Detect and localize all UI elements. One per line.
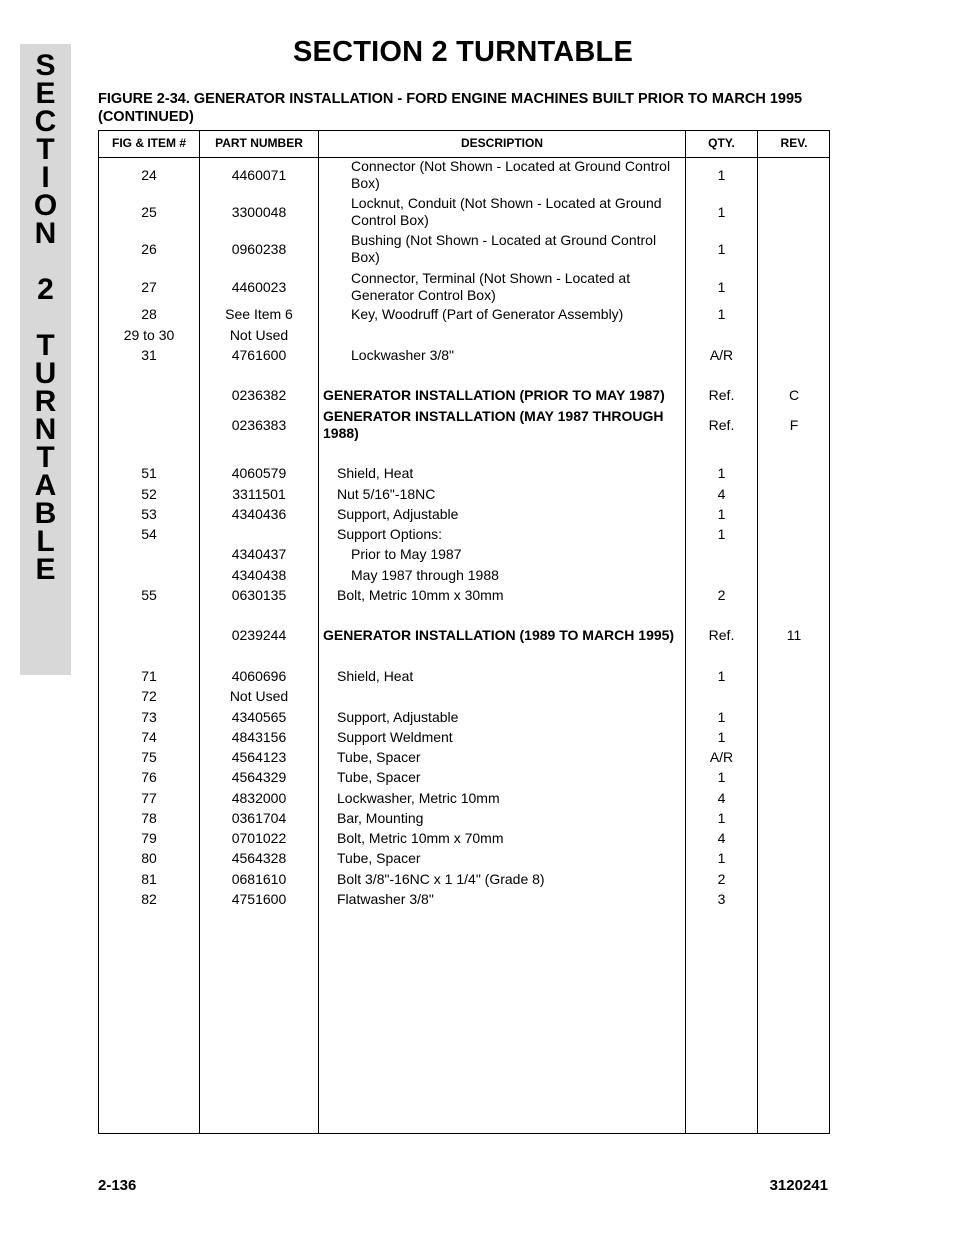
- cell-part: 4460023: [231, 278, 287, 295]
- side-tab-letter: N: [34, 217, 57, 250]
- cell-part: 0239244: [231, 627, 287, 643]
- cell-desc: Key, Woodruff (Part of Generator Assembly): [351, 306, 624, 322]
- cell-desc: Lockwasher, Metric 10mm: [337, 790, 500, 806]
- cell-part: 0236383: [231, 416, 287, 433]
- side-tab-letter: A: [34, 469, 57, 502]
- cell-qty: A/R: [709, 347, 734, 363]
- cell-qty: Ref.: [708, 387, 735, 403]
- cell-qty: 4: [717, 790, 726, 806]
- side-tab-letter: T: [36, 329, 55, 362]
- cell-desc: Bolt, Metric 10mm x 30mm: [337, 587, 504, 603]
- cell-qty: 1: [717, 709, 726, 725]
- cell-item: 53: [141, 506, 157, 522]
- cell-desc: Bolt 3/8"-16NC x 1 1/4" (Grade 8): [337, 871, 545, 887]
- cell-part: 4564123: [231, 749, 287, 765]
- cell-item: 28: [141, 306, 157, 322]
- cell-item: 74: [141, 729, 157, 745]
- cell-item: 71: [141, 668, 157, 684]
- cell-part: 4060579: [231, 465, 287, 481]
- side-tab-letter: T: [36, 133, 55, 166]
- column-divider: [318, 131, 319, 1133]
- cell-rev: F: [789, 416, 799, 433]
- cell-part: 4340437: [231, 546, 287, 562]
- cell-part: 4060696: [231, 668, 287, 684]
- side-tab-letter: B: [34, 497, 57, 530]
- cell-qty: A/R: [709, 749, 734, 765]
- cell-desc: Flatwasher 3/8": [337, 891, 434, 907]
- cell-part: 0361704: [231, 810, 287, 826]
- cell-desc: Support Weldment: [337, 729, 453, 745]
- cell-part: 4340438: [231, 567, 287, 583]
- figure-title: FIGURE 2-34. GENERATOR INSTALLATION - FORD ENGINE MACHINES BUILT PRIOR TO MARCH 1995 (CONTINUED): [98, 91, 803, 125]
- side-tab-letter: O: [33, 189, 58, 222]
- cell-item: 25: [141, 203, 157, 220]
- side-tab-letter: C: [34, 105, 57, 138]
- cell-qty: 1: [717, 668, 726, 684]
- cell-desc: Connector, Terminal (Not Shown - Located at Generator Control Box): [351, 270, 631, 303]
- cell-qty: 3: [717, 891, 726, 907]
- cell-desc: Lockwasher 3/8": [351, 347, 455, 363]
- cell-item: 52: [141, 486, 157, 502]
- cell-qty: 1: [717, 465, 726, 481]
- cell-rev: 11: [786, 627, 802, 643]
- cell-desc: GENERATOR INSTALLATION (1989 TO MARCH 1995): [323, 627, 675, 643]
- section-side-tab: [20, 44, 71, 675]
- cell-qty: 2: [717, 871, 726, 887]
- cell-desc: Support, Adjustable: [337, 709, 459, 725]
- cell-item: 24: [141, 166, 157, 183]
- cell-qty: 1: [717, 240, 726, 257]
- side-tab-letter: E: [35, 77, 56, 110]
- cell-qty: 1: [717, 810, 726, 826]
- cell-qty: 1: [717, 769, 726, 785]
- side-tab-letter: E: [35, 553, 56, 586]
- cell-desc: Bolt, Metric 10mm x 70mm: [337, 830, 504, 846]
- cell-qty: 1: [717, 526, 726, 542]
- cell-qty: 1: [717, 203, 726, 220]
- cell-qty: 1: [717, 278, 726, 295]
- cell-item: 31: [141, 347, 157, 363]
- column-header-qty: QTY.: [708, 136, 735, 150]
- cell-item: 81: [141, 871, 157, 887]
- cell-desc: Tube, Spacer: [337, 850, 421, 866]
- side-tab-letter: S: [35, 49, 56, 82]
- section-title: SECTION 2 TURNTABLE: [293, 36, 633, 68]
- column-header-rev: REV.: [780, 136, 808, 150]
- cell-item: 80: [141, 850, 157, 866]
- cell-qty: Ref.: [708, 416, 735, 433]
- cell-qty: 1: [717, 166, 726, 183]
- cell-part: 4832000: [231, 790, 287, 806]
- cell-part: 3311501: [232, 486, 286, 502]
- cell-part: 4340436: [231, 506, 287, 522]
- cell-item: 75: [141, 749, 157, 765]
- column-header-description: DESCRIPTION: [460, 136, 543, 150]
- cell-item: 54: [141, 526, 157, 542]
- cell-desc: Connector (Not Shown - Located at Ground Control Box): [351, 158, 671, 191]
- cell-part: 4843156: [231, 729, 287, 745]
- cell-rev: C: [788, 387, 800, 403]
- cell-qty: 2: [717, 587, 726, 603]
- cell-part: 0681610: [231, 871, 287, 887]
- cell-item: 51: [141, 465, 157, 481]
- cell-desc: GENERATOR INSTALLATION (PRIOR TO MAY 1987): [323, 387, 665, 403]
- document-number: 3120241: [769, 1177, 828, 1194]
- cell-desc: Nut 5/16"-18NC: [337, 486, 436, 502]
- cell-part: 0960238: [231, 240, 287, 257]
- cell-desc: Bar, Mounting: [337, 810, 424, 826]
- side-tab-letter: 2: [37, 273, 54, 306]
- cell-part: 0630135: [231, 587, 287, 603]
- cell-qty: 4: [717, 486, 726, 502]
- cell-item: 82: [141, 891, 157, 907]
- cell-part: 4460071: [231, 166, 287, 183]
- cell-desc: Shield, Heat: [337, 465, 414, 481]
- side-tab-letter: R: [34, 385, 57, 418]
- cell-item: 27: [141, 278, 157, 295]
- cell-part: 4751600: [231, 891, 287, 907]
- cell-item: 78: [141, 810, 157, 826]
- cell-part: Not Used: [229, 327, 289, 343]
- cell-desc: Prior to May 1987: [351, 546, 462, 562]
- cell-part: 4761600: [231, 347, 287, 363]
- cell-desc: GENERATOR INSTALLATION (MAY 1987 THROUGH 1988): [323, 408, 664, 441]
- cell-desc: May 1987 through 1988: [351, 567, 499, 583]
- cell-item: 29 to 30: [123, 327, 175, 343]
- cell-part: 3300048: [231, 203, 287, 220]
- cell-item: 72: [141, 688, 157, 704]
- cell-qty: 1: [717, 506, 726, 522]
- cell-item: 76: [141, 769, 157, 785]
- side-tab-letter: I: [41, 161, 50, 194]
- cell-part: 0701022: [231, 830, 287, 846]
- side-tab-letter: N: [34, 413, 57, 446]
- column-header-part-number: PART NUMBER: [215, 136, 303, 150]
- page-number: 2-136: [98, 1177, 137, 1194]
- cell-desc: Tube, Spacer: [337, 769, 421, 785]
- side-tab-letter: L: [36, 525, 55, 558]
- parts-table: [98, 130, 830, 1134]
- side-tab-letter: T: [36, 441, 55, 474]
- cell-part: Not Used: [229, 688, 289, 704]
- cell-qty: 4: [717, 830, 726, 846]
- cell-qty: 1: [717, 729, 726, 745]
- cell-desc: Tube, Spacer: [337, 749, 421, 765]
- cell-qty: 1: [717, 850, 726, 866]
- column-header-item: FIG & ITEM #: [111, 136, 186, 150]
- cell-part: 0236382: [231, 387, 287, 403]
- cell-desc: Bushing (Not Shown - Located at Ground Control Box): [351, 232, 657, 265]
- cell-item: 73: [141, 709, 157, 725]
- cell-qty: Ref.: [708, 627, 735, 643]
- cell-item: 55: [141, 587, 157, 603]
- cell-desc: Support, Adjustable: [337, 506, 459, 522]
- cell-part: 4340565: [231, 709, 287, 725]
- cell-qty: 1: [717, 306, 726, 322]
- cell-item: 79: [141, 830, 157, 846]
- cell-desc: Shield, Heat: [337, 668, 414, 684]
- side-tab-letter: U: [34, 357, 57, 390]
- cell-part: 4564329: [231, 769, 287, 785]
- cell-item: 26: [141, 240, 157, 257]
- cell-item: 77: [141, 790, 157, 806]
- cell-desc: Support Options:: [337, 526, 443, 542]
- cell-part: 4564328: [231, 850, 287, 866]
- cell-desc: Locknut, Conduit (Not Shown - Located at Ground Control Box): [351, 195, 662, 228]
- cell-part: See Item 6: [225, 306, 293, 322]
